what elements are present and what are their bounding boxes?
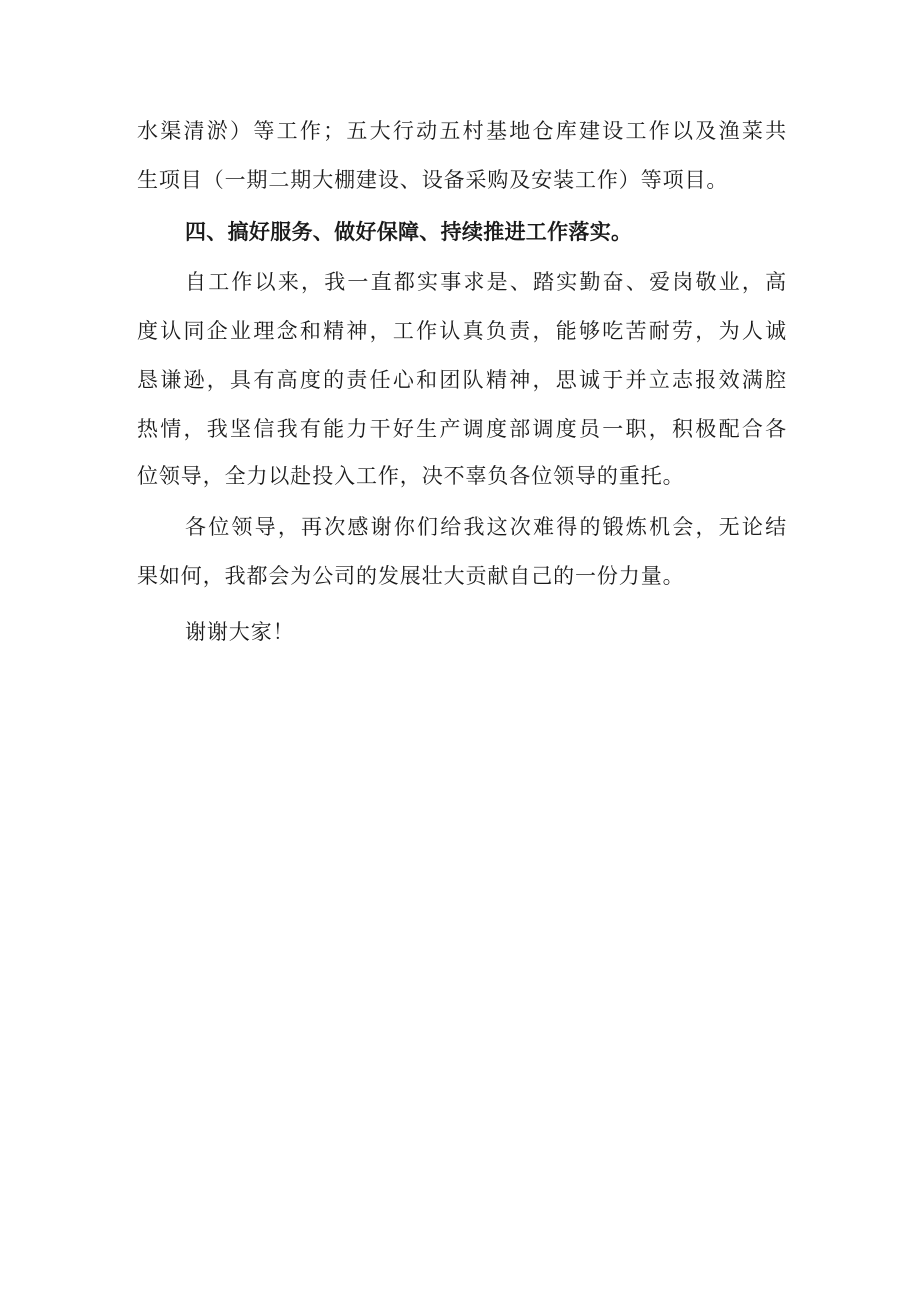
closing-text: 谢谢大家！ <box>185 620 295 644</box>
paragraph-2-line-2: 果如何，我都会为公司的发展壮大贡献自己的一份力量。 <box>137 564 685 588</box>
paragraph-1-line-4: 热情，我坚信我有能力干好生产调度部调度员一职，积极配合各 <box>137 417 787 441</box>
paragraph-1-line-3: 恳谦逊，具有高度的责任心和团队精神，思诚于并立志报效满腔 <box>137 368 787 392</box>
paragraph-1-line-5: 位领导，全力以赴投入工作，决不辜负各位领导的重托。 <box>137 464 685 488</box>
paragraph-2-line-1: 各位领导，再次感谢你们给我这次难得的锻炼机会，无论结 <box>185 515 787 539</box>
paragraph-1-line-1: 自工作以来，我一直都实事求是、踏实勤奋、爱岗敬业，高 <box>185 270 787 294</box>
continuation-line-1: 水渠清淤）等工作；五大行动五村基地仓库建设工作以及渔菜共 <box>137 119 787 143</box>
continuation-line-2: 生项目（一期二期大棚建设、设备采购及安装工作）等项目。 <box>137 168 729 192</box>
section-heading: 四、搞好服务、做好保障、持续推进工作落实。 <box>185 220 633 244</box>
paragraph-1-line-2: 度认同企业理念和精神，工作认真负责，能够吃苦耐劳，为人诚 <box>137 319 787 343</box>
